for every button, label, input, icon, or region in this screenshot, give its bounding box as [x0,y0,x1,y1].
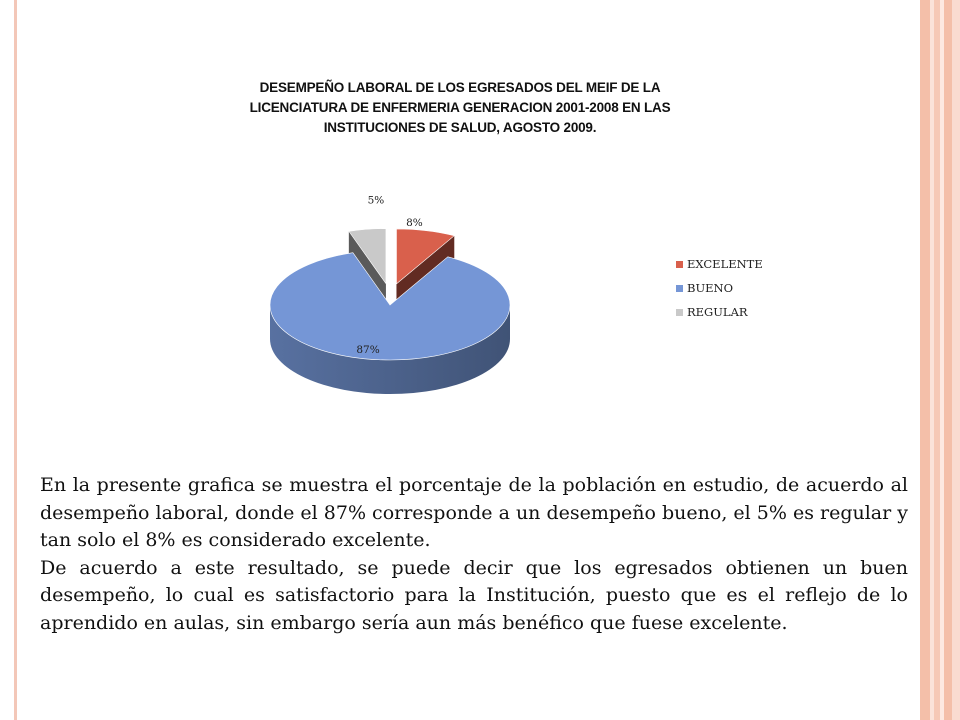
chart-title-line-2: LICENCIATURA DE ENFERMERIA GENERACION 2001-2008 EN LAS [249,100,671,115]
description-paragraph-1: En la presente grafica se muestra el porcentaje de la población en estudio, de acuerdo al desempeño laboral, donde el 87% corresponde a un desempeño bueno, el 5% es regular y tan solo el 8% es considerado excelente. [40,474,908,551]
pie-tops [270,229,510,360]
chart-title-line-1: DESEMPEÑO LABORAL DE LOS EGRESADOS DEL MEIF DE LA [259,80,661,95]
legend-label-regular: REGULAR [687,305,748,319]
legend-label-bueno: BUENO [687,281,734,295]
legend-swatch-bueno [676,285,683,292]
legend-item-regular [676,300,763,324]
description-paragraph-2: De acuerdo a este resultado, se puede decir que los egresados obtienen un buen desempeño, lo cual es satisfactorio para la Institución, puesto que es el reflejo de lo aprendido en aulas, sin embargo sería aun más benéfico que fuese excelente. [40,556,908,634]
data-label-excelente: 8% [406,216,423,229]
legend-item-bueno [676,276,763,300]
legend-label-excelente: EXCELENTE [687,257,763,271]
legend-item-excelente [676,252,763,276]
description-text [40,472,908,637]
chart-title-line-3: INSTITUCIONES DE SALUD, AGOSTO 2009. [323,120,597,135]
legend-swatch-regular [676,309,683,316]
legend-swatch-excelente [676,261,683,268]
data-label-bueno: 87% [356,344,380,356]
chart-legend [676,252,763,324]
pie-slice-bueno [270,253,510,360]
data-label-regular: 5% [367,194,385,207]
